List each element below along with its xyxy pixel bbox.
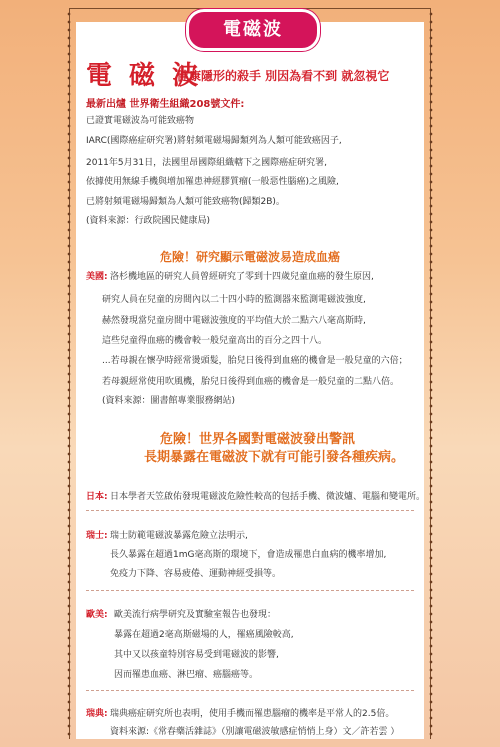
section2-first-line: 洛杉機地區的研究人員曾經研究了零到十四歲兒童血癌的發生原因, [110, 272, 374, 282]
japan-text: 日本學者天笠啟佑發現電磁波危險性較高的包括手機、微波爐、電腦和變電所。 [110, 492, 426, 502]
swiss-line: 免疫力下降、容易疲倦、運動神經受損等。 [110, 569, 282, 579]
headline-tagline: 健康隱形的殺手 別因為看不到 就忽視它 [177, 69, 390, 83]
section1-line: 2011年5月31日，法國里昂國際組織轄下之國際癌症研究署, [86, 158, 327, 168]
section2-label: 美國: [86, 272, 108, 282]
section1-line: 依據使用無線手機與增加罹患神經膠質瘤(一般惡性腦癌)之風險, [86, 177, 339, 187]
europe-line: 因而罹患血癌、淋巴瘤、癌腦癌等。 [114, 670, 259, 680]
swiss-first-line: 瑞士防範電磁波暴露危險立法明示, [110, 531, 248, 541]
swiss-line: 長久暴露在超過1mG毫高斯的環境下，會造成罹患白血病的機率增加, [110, 550, 387, 560]
divider [86, 590, 414, 592]
sweden-first-line: 瑞典癌症研究所也表明，使用手機而罹患腦瘤的機率是平常人的2.5倍。 [110, 709, 395, 719]
section1-subtitle: 最新出爐 世界衛生組織208號文件: [86, 99, 245, 110]
europe-line: 其中又以孩童特別容易受到電磁波的影響, [114, 650, 279, 660]
sweden-source: 資料來源:《常春藥活雜誌》（別讓電磁波敏感症悄悄上身）文／許若雲 ） [110, 727, 400, 737]
swiss-label: 瑞士: [86, 531, 108, 541]
bead-border-right [426, 10, 436, 737]
section1-line: 已將射頻電磁場歸類為人類可能致癌物(歸類2B)。 [86, 197, 285, 207]
europe-line: 暴露在超過2毫高斯磁場的人，罹癌風險較高, [114, 630, 294, 640]
section2-line: 研究人員在兒童的房間內以二十四小時的監測器來監測電磁波強度, [102, 295, 366, 305]
section1-source: (資料來源：行政院國民健康局) [86, 216, 211, 226]
section2-heading: 危險！研究顯示電磁波易造成血癌 [160, 250, 341, 264]
europe-first-line: 歐美流行病學研究及實驗室報告也發現： [114, 610, 277, 620]
section2-line: ...若母親在懷孕時經常燙頭髮，胎兒日後得到血癌的機會是一般兒童的六倍； [102, 356, 408, 366]
headline-big: 電 磁 波 [86, 61, 203, 91]
section2-line: 若母親經常使用吹風機，胎兒日後得到血癌的機會是一般兒童的二點八倍。 [102, 377, 400, 387]
section3-heading-2: 長期暴露在電磁波下就有可能引發各種疾病。 [144, 450, 405, 465]
sweden-label: 瑞典: [86, 709, 108, 719]
divider [86, 690, 414, 692]
section2-line: 赫然發現當兒童房間中電磁波強度的平均值大於二點六八毫高斯時, [102, 316, 366, 326]
europe-label: 歐美: [86, 610, 108, 620]
divider [86, 510, 414, 512]
section1-line: IARC(國際癌症研究署)將射頻電磁場歸類列為人類可能致癌因子, [86, 136, 342, 146]
section2-source: (資料來源：圖書館專業服務網站) [102, 396, 236, 406]
bead-border-left [64, 10, 74, 737]
title-badge: 電磁波 [186, 9, 320, 51]
section1-line: 已證實電磁波為可能致癌物 [86, 116, 195, 126]
section2-line: 這些兒童得血癌的機會較一般兒童高出的百分之四十八。 [102, 336, 328, 346]
japan-label: 日本: [86, 492, 108, 502]
section3-heading-1: 危險！世界各國對電磁波發出警訊 [160, 432, 356, 447]
